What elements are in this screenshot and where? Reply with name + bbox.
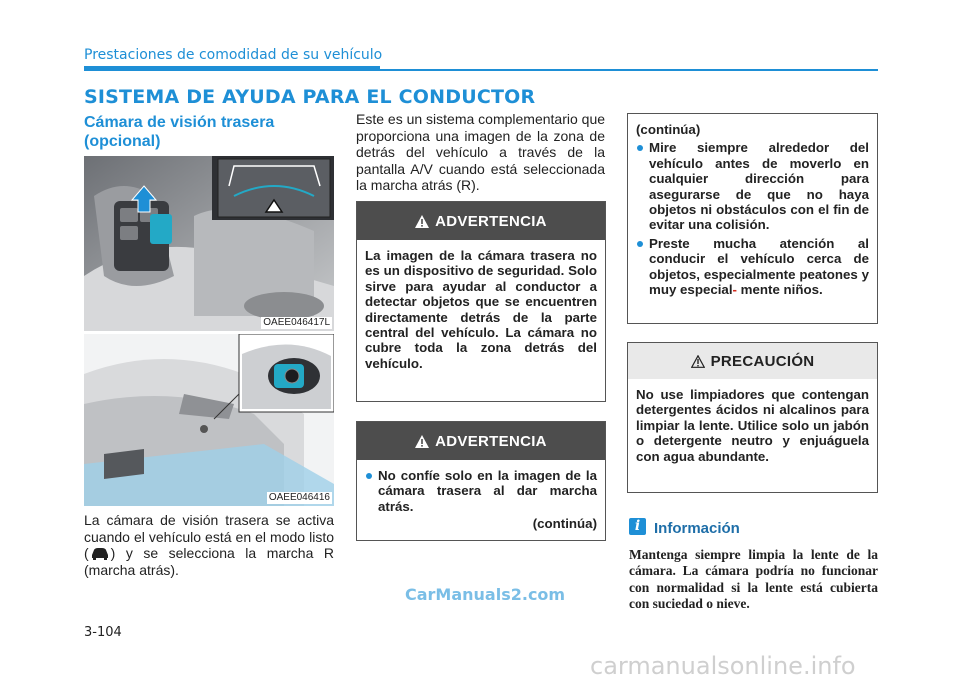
left-paragraph-part1: La cámara de visión trasera se activa cuando el vehículo está en el modo listo (: [84, 512, 334, 561]
caution-triangle-icon: [691, 355, 705, 368]
warning-title: ADVERTENCIA: [435, 212, 547, 230]
continued-heading: (continúa): [636, 122, 701, 137]
caution-box: [627, 342, 878, 493]
warning-body: [357, 460, 605, 540]
warning-box-1: [356, 201, 606, 402]
caution-text: No use limpiadores que contengan detergentes ácidos ni alcalinos para limpiar la lente. Utilice solo un jabón o detergente neutro y enjuáguela con agua abundante.: [636, 387, 869, 464]
warning-bullet: No confíe solo en la imagen de la cámara trasera al dar marcha atrás.: [365, 468, 597, 514]
caution-header: [628, 343, 877, 379]
continues-note: (continúa): [532, 516, 597, 532]
continued-body: [628, 114, 877, 305]
section-title: SISTEMA DE AYUDA PARA EL CONDUCTOR: [84, 86, 536, 108]
left-paragraph-part2: ) y se selecciona la marcha R (marcha atrás).: [84, 545, 334, 578]
figure-code: OAEE046416: [268, 492, 330, 503]
header-rule-thin: [380, 69, 878, 71]
continued-bullet-2-text-a: Preste mucha atención al conducir el vehículo cerca de objetos, especialmente peatones y muy especial: [649, 235, 869, 298]
info-icon: i: [629, 518, 646, 535]
chapter-header: Prestaciones de comodidad de su vehículo: [84, 47, 383, 63]
warning-triangle-icon: [415, 435, 429, 448]
continued-bullet-1: Mire siempre alrededor del vehículo antes de moverlo en cualquier dirección para asegurarse de que no haya objetos ni obstáculos con el fin de evitar una colisión.: [636, 140, 869, 232]
continued-bullet-2-text-b: mente niños.: [740, 282, 823, 298]
warning-header: [357, 422, 605, 460]
watermark-carmanuals2[interactable]: CarManuals2.com: [405, 585, 566, 604]
page-number: 3-104: [84, 625, 122, 640]
continued-bullet-2: [636, 236, 869, 298]
figure-rear-camera: [84, 334, 334, 506]
info-title: Información: [654, 520, 740, 537]
warning-box-2: [356, 421, 606, 541]
figure-gear-selector: [84, 156, 334, 331]
warning-triangle-icon: [415, 215, 429, 228]
ready-mode-car-icon: [89, 546, 111, 560]
watermark-carmanualsonline[interactable]: carmanualsonline.info: [590, 652, 856, 680]
warning-title: ADVERTENCIA: [435, 432, 547, 450]
warning-text: La imagen de la cámara trasera no es un dispositivo de seguridad. Solo sirve para ayudar al conductor a detectar objetos que se encuentren directamente detrás de la parte central del vehículo. La cámara no cubre toda la zona detrás del vehículo.: [365, 248, 597, 371]
continued-bullet-2-hyphen: -: [732, 282, 737, 298]
caution-title: PRECAUCIÓN: [710, 352, 815, 370]
middle-paragraph: Este es un sistema complementario que proporciona una imagen de la zona de detrás del vehículo a través de la pantalla A/V cuando está seleccionada la marcha atrás (R).: [356, 111, 606, 193]
subsection-title: Cámara de visión trasera (opcional): [84, 114, 275, 150]
left-paragraph: [84, 512, 334, 578]
info-text: Mantenga siempre limpia la lente de la cámara. La cámara podría no funcionar con normalidad si la lente está cubierta con suciedad o nieve.: [629, 547, 878, 611]
header-rule-thick: [84, 66, 380, 71]
continued-warning-box: [627, 113, 878, 324]
figure-code: OAEE046417L: [263, 317, 330, 328]
warning-header: [357, 202, 605, 240]
